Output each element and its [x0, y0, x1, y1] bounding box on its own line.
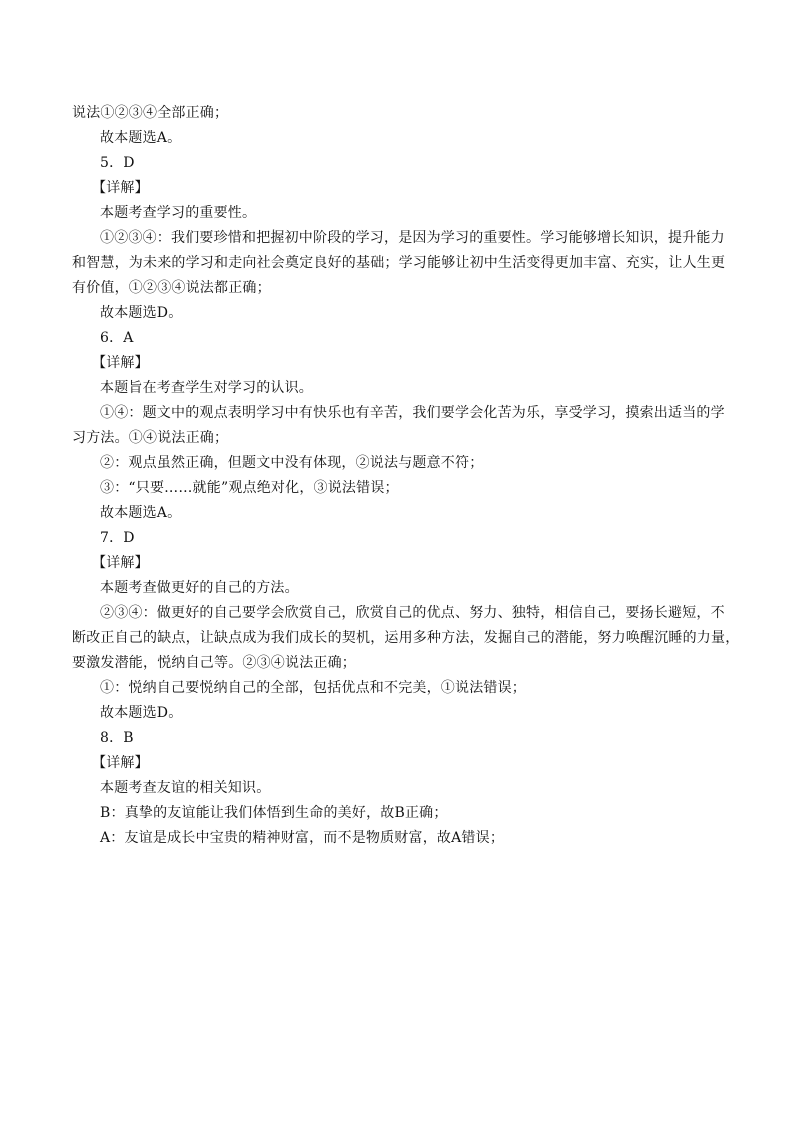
text-line: A：友谊是成长中宝贵的精神财富，而不是物质财富，故A错误； — [100, 830, 505, 846]
question-number: 7．D — [100, 530, 135, 546]
text-line: 本题考查做更好的自己的方法。 — [100, 580, 299, 596]
text-line: 要激发潜能，悦纳自己等。②③④说法正确； — [72, 655, 356, 671]
question-number: 5．D — [100, 155, 135, 171]
text-line: 故本题选D。 — [100, 305, 183, 321]
text-line: 故本题选D。 — [100, 705, 183, 721]
question-number: 6．A — [100, 330, 134, 346]
text-line: 有价值，①②③④说法都正确； — [72, 280, 271, 296]
text-line: 本题考查友谊的相关知识。 — [100, 780, 271, 796]
text-line: 本题考查学习的重要性。 — [100, 205, 257, 221]
section-heading: 【详解】 — [92, 355, 149, 371]
text-line: 故本题选A。 — [100, 130, 182, 146]
text-line: 断改正自己的缺点，让缺点成为我们成长的契机，运用多种方法，发掘自己的潜能，努力唤醒沉睡的力量， — [72, 630, 740, 646]
text-line: B：真挚的友谊能让我们体悟到生命的美好，故B正确； — [100, 805, 448, 821]
text-line: ③：“只要……就能”观点绝对化，③说法错误； — [100, 480, 399, 496]
text-line: ②③④：做更好的自己要学会欣赏自己，欣赏自己的优点、努力、独特，相信自己，要扬长避短，不 — [100, 605, 725, 621]
question-number: 8．B — [100, 730, 134, 746]
text-line: ①②③④：我们要珍惜和把握初中阶段的学习，是因为学习的重要性。学习能够增长知识，提升能力 — [100, 230, 725, 246]
text-line: ②：观点虽然正确，但题文中没有体现，②说法与题意不符； — [100, 455, 484, 471]
text-line: 习方法。①④说法正确； — [72, 430, 229, 446]
text-line: 故本题选A。 — [100, 505, 182, 521]
text-line: 和智慧，为未来的学习和走向社会奠定良好的基础；学习能够让初中生活变得更加丰富、充实，让人生更 — [72, 255, 726, 271]
section-heading: 【详解】 — [92, 555, 149, 571]
text-line: 说法①②③④全部正确； — [72, 105, 229, 121]
text-line: ①④：题文中的观点表明学习中有快乐也有辛苦，我们要学会化苦为乐，享受学习，摸索出适当的学 — [100, 405, 725, 421]
text-line: ①：悦纳自己要悦纳自己的全部，包括优点和不完美，①说法错误； — [100, 680, 526, 696]
answer-explanations — [72, 101, 740, 851]
text-line: 本题旨在考查学生对学习的认识。 — [100, 380, 313, 396]
section-heading: 【详解】 — [92, 755, 149, 771]
section-heading: 【详解】 — [92, 180, 149, 196]
